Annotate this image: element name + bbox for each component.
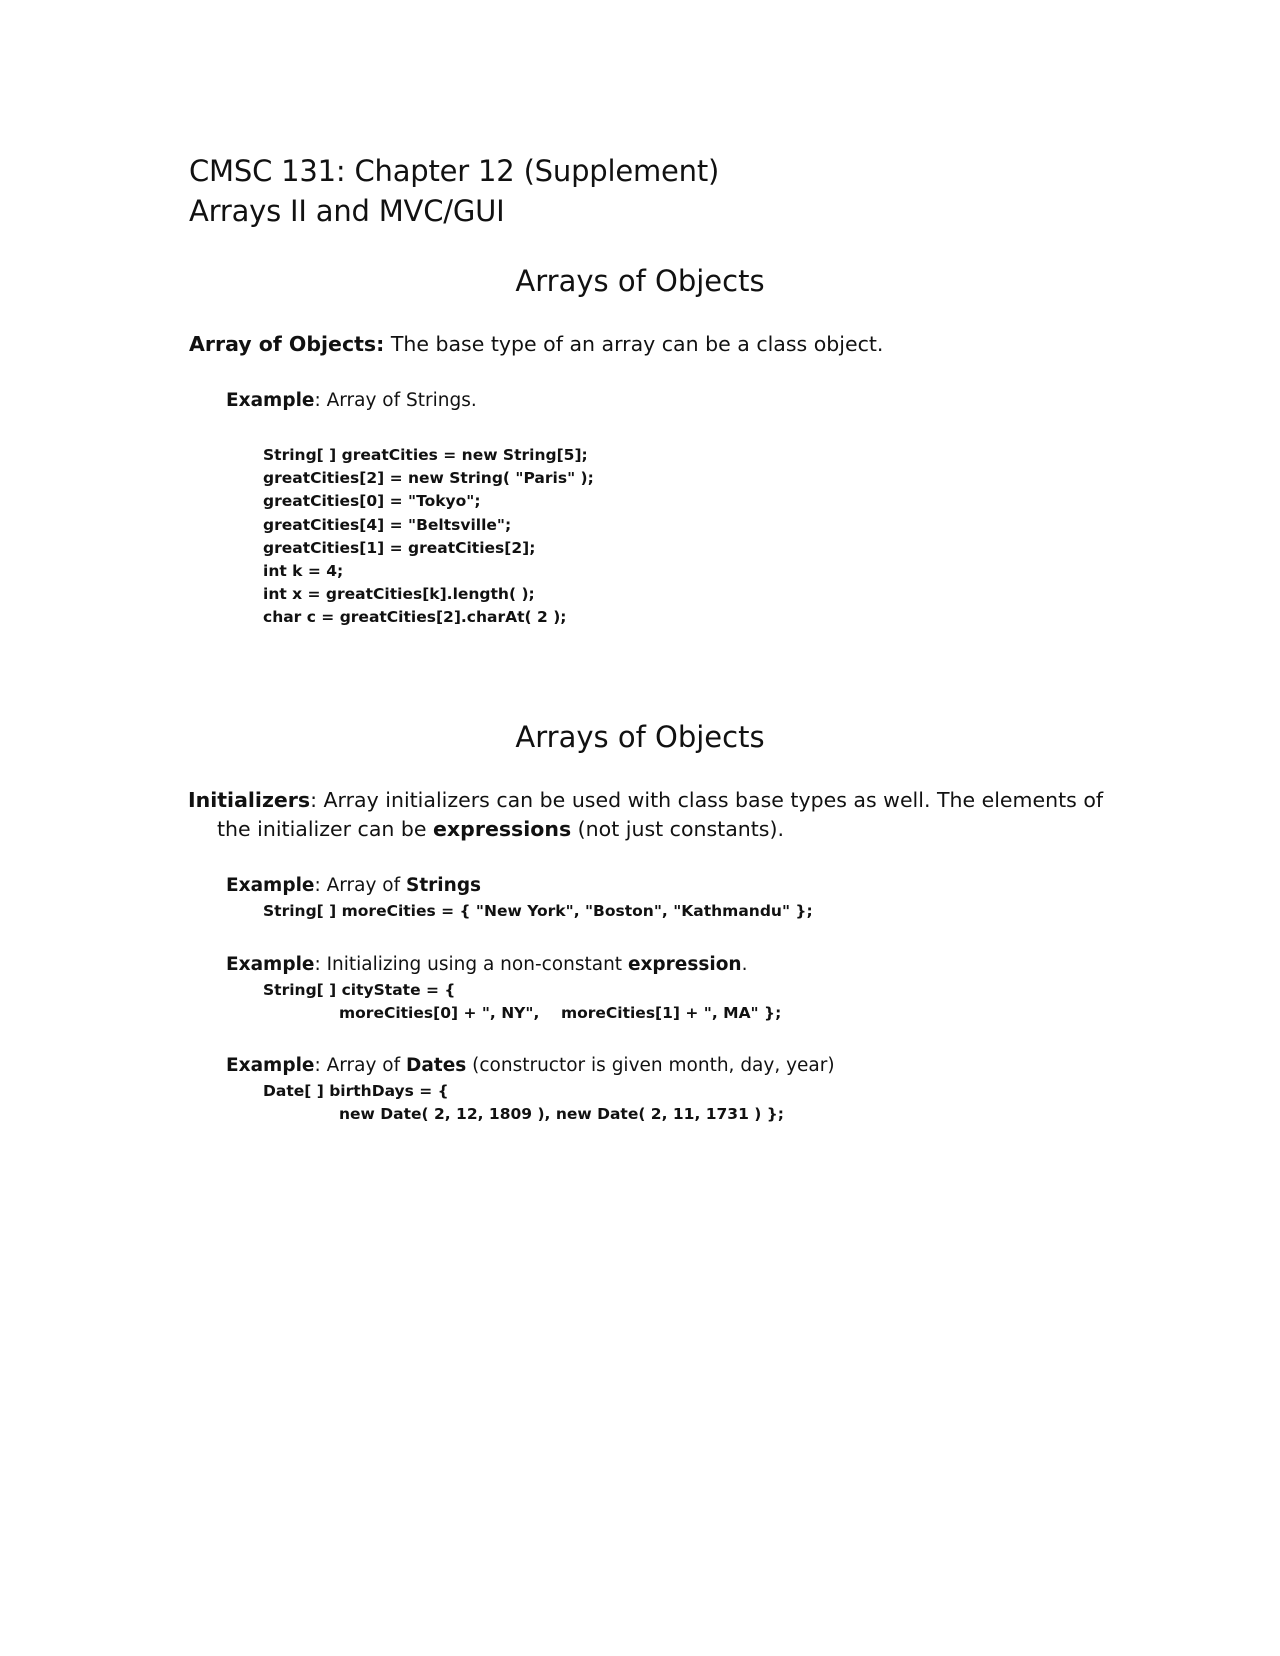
code-line: Date[ ] birthDays = {	[263, 1082, 449, 1100]
example-suffix: (constructor is given month, day, year)	[466, 1055, 835, 1076]
example-suffix: .	[741, 954, 748, 975]
code-block-3-line-2	[339, 1002, 781, 1025]
definition-paragraph	[189, 330, 883, 358]
code-line: int k = 4;	[263, 562, 344, 581]
section-heading-2-text: Arrays of Objects	[515, 720, 765, 754]
example-dates-heading	[226, 1053, 835, 1079]
example-label: Example	[226, 1055, 315, 1076]
code-line: moreCities[0] + ", NY", moreCities[1] + ", MA" };	[339, 1004, 782, 1022]
code-line: int x = greatCities[k].length( );	[263, 585, 535, 604]
code-line: greatCities[2] = new String( "Paris" );	[263, 469, 594, 488]
document-subtitle	[189, 192, 504, 230]
initializers-text-c: (not just constants).	[571, 817, 784, 841]
section-heading-1	[0, 262, 1280, 300]
example-bold: Strings	[406, 875, 482, 896]
example-label: Example	[226, 954, 315, 975]
code-line: new Date( 2, 12, 1809 ), new Date( 2, 11, 1731 ) };	[339, 1105, 784, 1123]
example-more-cities-heading	[226, 873, 481, 899]
example-strings-heading	[226, 388, 477, 414]
document-title	[189, 152, 719, 190]
section-heading-2	[0, 718, 1280, 756]
initializers-text-b: the initializer can be	[217, 817, 434, 841]
definition-term: Array of Objects:	[189, 332, 385, 356]
code-line: greatCities[1] = greatCities[2];	[263, 538, 536, 557]
section-heading-1-text: Arrays of Objects	[515, 264, 765, 298]
initializers-paragraph-line-1	[188, 786, 1103, 814]
initializers-term: Initializers	[188, 788, 311, 812]
example-text: : Array of Strings.	[314, 390, 477, 411]
code-line: greatCities[0] = "Tokyo";	[263, 492, 481, 511]
example-city-state-heading	[226, 952, 747, 978]
code-line: String[ ] greatCities = new String[5];	[263, 446, 588, 464]
code-block-3-line-1	[263, 979, 455, 1002]
code-block-4-line-2	[339, 1103, 784, 1126]
initializers-text-a: : Array initializers can be used with class base types as well. The elements of	[310, 788, 1104, 812]
code-line: String[ ] cityState = {	[263, 981, 456, 999]
code-block-4-line-1	[263, 1080, 449, 1103]
example-text: : Array of	[314, 1055, 407, 1076]
example-bold: Dates	[406, 1055, 467, 1076]
example-bold: expression	[627, 954, 742, 975]
title-line-1: CMSC 131: Chapter 12 (Supplement)	[189, 154, 720, 188]
initializers-bold: expressions	[433, 817, 572, 841]
title-line-2: Arrays II and MVC/GUI	[189, 194, 505, 228]
example-label: Example	[226, 390, 315, 411]
code-line: greatCities[4] = "Beltsville";	[263, 515, 512, 534]
code-block-1	[263, 444, 594, 630]
definition-text: The base type of an array can be a class object.	[384, 332, 884, 356]
code-line: char c = greatCities[2].charAt( 2 );	[263, 608, 567, 627]
example-label: Example	[226, 875, 315, 896]
initializers-paragraph-line-2	[217, 815, 784, 843]
example-text: : Initializing using a non-constant	[314, 954, 628, 975]
code-line: String[ ] moreCities = { "New York", "Boston", "Kathmandu" };	[263, 902, 813, 920]
code-block-2	[263, 900, 813, 923]
example-text: : Array of	[314, 875, 407, 896]
